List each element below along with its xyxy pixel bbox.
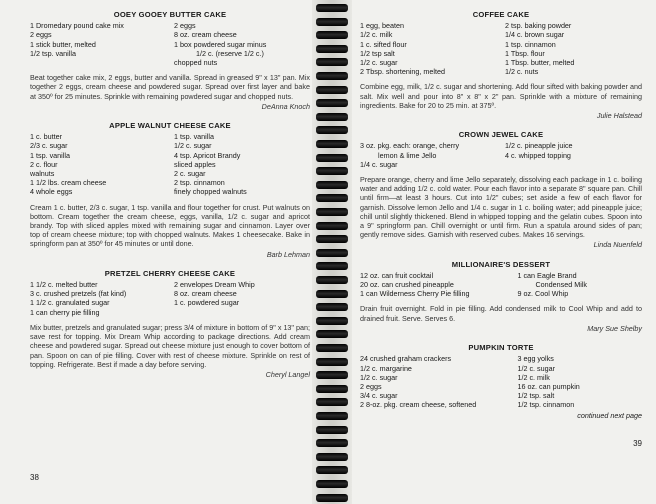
ingredient: 9 oz. Cool Whip [517,289,569,299]
spiral-coil [316,140,348,148]
recipe-title: OOEY GOOEY BUTTER CAKE [113,10,227,19]
ingredient: sliced apples [174,159,216,169]
spiral-coil [316,330,348,338]
ingredient-list [360,271,642,299]
ingredient-column-1 [30,132,166,196]
recipe-instructions: Prepare orange, cherry and lime Jello separately, dissolving each package in 1 c. boiling water and adding 1/2 c. cold water. Pour each flavor into a separate 8" square pan. Chill until firm—at least 3 hours. Cut into 1/2" cubes; set aside a few of each flavor for garnish. Dissolve lemon Jello and 1/4 c. sugar in 1 c. boiling water; add pineapple juice; chill until slightly thickened. Blend in whipped topping and the gelatin cubes. Spoon into a 9" springform pan. Chill overnight or until firm. Run a spatula around sides of pan; gently remove sides. Garnish with reserved cubes. Makes 16 servings. [360,175,642,240]
ingredient-column-2 [517,271,642,299]
ingredient-list [360,141,642,169]
ingredient: 8 oz. cream cheese [174,30,237,40]
ingredient: 1/2 c. pineapple juice [505,141,573,151]
ingredient: 2 Tbsp. shortening, melted [360,67,445,77]
ingredient: 4 c. whipped topping [505,150,571,160]
recipe-instructions: Combine egg, milk, 1/2 c. sugar and shortening. Add flour sifted with baking powder and salt. Mix well and pour into 8" x 8" x 2" pan. Sprinkle with a mixture of remaining ingredients. Bake for 20 to 25 min. at 375º. [360,82,642,110]
ingredient-column-1 [360,21,497,76]
ingredient: 16 oz. can pumpkin [517,381,580,391]
spiral-binding [312,0,352,504]
ingredient: 1/2 c. sugar [360,372,398,382]
recipe-author: Mary Sue Shelby [587,323,642,333]
ingredient-column-1 [360,141,497,169]
ingredient: lemon & lime Jello [378,150,437,160]
ingredient: 2 eggs [174,21,196,31]
recipe-pretzel-cherry-cheese-cake [30,269,310,379]
ingredient-column-2 [174,21,310,67]
ingredient-list [360,354,642,409]
ingredient: 3 egg yolks [517,354,554,364]
spiral-coil [316,4,348,12]
recipe-author: Linda Nuenfeld [593,240,642,250]
spiral-coil [316,290,348,298]
recipe-author: DeAnna Knoch [261,101,310,111]
ingredient: 1 1/2 lbs. cream cheese [30,178,107,188]
spiral-coil [316,385,348,393]
spiral-coil [316,208,348,216]
ingredient: 24 crushed graham crackers [360,354,452,364]
ingredient: 1 tsp. vanilla [174,132,214,142]
recipe-title: CROWN JEWEL CAKE [458,130,544,140]
ingredient: 1 egg, beaten [360,21,404,31]
ingredient: 1 c. butter [30,132,62,142]
ingredient: 2 eggs [30,30,52,40]
ingredient: 1 can Eagle Brand [517,270,577,280]
spiral-coil [316,398,348,406]
spiral-coil [316,317,348,325]
ingredient-column-2 [505,141,642,169]
ingredient: 1/2 c. milk [517,372,550,382]
ingredient-column-2 [517,354,642,409]
spiral-coil [316,126,348,134]
ingredient: walnuts [30,169,55,179]
ingredient: 1 tsp. vanilla [30,150,70,160]
spiral-coil [316,412,348,420]
ingredient-list [30,21,310,67]
spiral-coil [316,453,348,461]
ingredient: 1 can Wilderness Cherry Pie filling [360,289,470,299]
ingredient: 2 eggs [360,381,382,391]
ingredient: 2 envelopes Dream Whip [174,280,255,290]
recipe-instructions: Beat together cake mix, 2 eggs, butter and vanilla. Spread in greased 9" x 13" pan. Mix together 2 eggs, cream cheese and powdered sugar. Spread over first layer and bake at 350º for 25 minutes. Sprinkle with remaining powdered sugar and chopped nuts. [30,73,310,101]
recipe-crown-jewel-cake [360,130,642,249]
recipe-pumpkin-torte [360,343,642,420]
ingredient: 1 1/2 c. melted butter [30,280,98,290]
ingredient: 1 tsp. cinnamon [505,39,556,49]
spiral-coil [316,249,348,257]
ingredient: 12 oz. can fruit cocktail [360,270,434,280]
ingredient: 1 1/2 c. granulated sugar [30,298,110,308]
ingredient: 2 c. sugar [174,169,206,179]
ingredient: 2 tsp. cinnamon [174,178,225,188]
ingredient: 2 c. flour [30,159,58,169]
ingredient: 2/3 c. sugar [30,141,68,151]
spiral-coil [316,262,348,270]
ingredient: 2 8-oz. pkg. cream cheese, softened [360,400,477,410]
right-page [348,0,656,504]
ingredient: 1/2 tsp. cinnamon [517,400,575,410]
spiral-coil [316,86,348,94]
recipe-title: MILLIONAIRE'S DESSERT [451,259,551,269]
ingredient-column-1 [30,21,166,67]
spiral-coil [316,194,348,202]
spiral-coil [316,344,348,352]
spiral-coil [316,466,348,474]
recipe-instructions: Drain fruit overnight. Fold in pie filling. Add condensed milk to Cool Whip and add to drained fruit. Serve. Serves 6. [360,304,642,323]
spiral-coil [316,480,348,488]
ingredient: 3/4 c. sugar [360,391,398,401]
ingredient: finely chopped walnuts [174,187,247,197]
spiral-coil [316,235,348,243]
ingredient: 20 oz. can crushed pineapple [360,280,454,290]
spiral-coil [316,18,348,26]
recipe-title: PRETZEL CHERRY CHEESE CAKE [104,268,236,278]
ingredient: 2 tsp. baking powder [505,21,572,31]
continued-note: continued next page [577,410,642,420]
spiral-coil [316,494,348,502]
recipe-millionaires-dessert [360,260,642,333]
ingredient-list [30,132,310,196]
ingredient: 1 box powdered sugar minus [174,39,267,49]
ingredient-list [360,21,642,76]
ingredient: 1/2 tsp. salt [517,391,555,401]
ingredient: 1/2 c. (reserve 1/2 c.) [196,48,264,58]
ingredient: chopped nuts [174,58,218,68]
ingredient-list [30,280,310,317]
spiral-coil [316,358,348,366]
recipe-instructions: Mix butter, pretzels and granulated sugar; press 3/4 of mixture in bottom of 9" x 13" pan; save rest for topping. Mix Dream Whip according to package directions. Add cream cheese and powdered sugar. Spread out cheese mixture just enough to cover bottom of pan. Spoon on can of pie filling. Cover with rest of cheese mixture. Sprinkle on rest of topping. Refrigerate. Best if made a day before serving. [30,322,310,369]
spiral-coil [316,58,348,66]
spiral-coil [316,371,348,379]
ingredient: 1/2 c. sugar [517,363,556,373]
ingredient: 1 stick butter, melted [30,39,96,49]
recipe-title: APPLE WALNUT CHEESE CAKE [109,121,231,131]
recipe-author: Barb Lehman [266,249,310,259]
ingredient: 1 Tbsp. flour [505,48,545,58]
ingredient: 1/2 c. margarine [360,363,412,373]
spiral-coil [316,303,348,311]
ingredient: 1/4 c. brown sugar [505,30,565,40]
ingredient: 1/2 c. sugar [174,141,212,151]
spiral-coil [316,222,348,230]
recipe-coffee-cake [360,10,642,120]
left-page [0,0,318,504]
spiral-coil [316,45,348,53]
page-number: 38 [30,472,39,482]
ingredient: 1 can cherry pie filling [30,307,100,317]
recipe-author: Julie Halstead [596,111,642,121]
ingredient: 3 oz. pkg. each: orange, cherry [360,141,460,151]
ingredient: 1/2 c. nuts [505,67,539,77]
recipe-title: PUMPKIN TORTE [468,343,534,353]
ingredient-column-2 [505,21,642,76]
ingredient: 1 Tbsp. butter, melted [505,58,575,68]
ingredient: 3 c. crushed pretzels (fat kind) [30,289,127,299]
spiral-coil [316,99,348,107]
ingredient-column-1 [360,271,509,299]
ingredient: 1/2 c. milk [360,30,393,40]
spiral-coil [316,439,348,447]
spiral-coil [316,181,348,189]
ingredient: Condensed Milk [535,280,587,290]
spiral-coil [316,154,348,162]
ingredient: 1 c. sifted flour [360,39,407,49]
ingredient-column-2 [174,132,310,196]
ingredient: 4 tsp. Apricot Brandy [174,150,241,160]
spiral-coil [316,167,348,175]
page-number: 39 [633,438,642,448]
recipe-ooey-gooey-butter-cake [30,10,310,111]
ingredient: 1/2 tsp salt [360,48,395,58]
recipe-apple-walnut-cheese-cake [30,121,310,259]
ingredient-column-1 [360,354,509,409]
spiral-coil [316,31,348,39]
ingredient-column-1 [30,280,166,317]
ingredient: 4 whole eggs [30,187,73,197]
ingredient: 1 c. powdered sugar [174,298,240,308]
spiral-coil [316,113,348,121]
recipe-author: Cheryl Langel [265,369,310,379]
ingredient-column-2 [174,280,310,317]
spiral-coil [316,72,348,80]
recipe-instructions: Cream 1 c. butter, 2/3 c. sugar, 1 tsp. vanilla and flour together for crust. Put walnuts on bottom. Cream together the cream cheese, eggs, vanilla, 1/2 c. sugar and apricot brandy. Top with sliced apples mixed with remaining sugar and cinnamon. Layer over top of cream cheese mixture; top with chopped walnuts. Makes 1 cheesecake. Bake in springform pan at 350º for 45 minutes or until done. [30,202,310,249]
spiral-coil [316,426,348,434]
ingredient: 1 Dromedary pound cake mix [30,21,124,31]
ingredient: 1/4 c. sugar [360,159,398,169]
ingredient: 8 oz. cream cheese [174,289,237,299]
ingredient: 1/2 c. sugar [360,58,398,68]
spiral-coil [316,276,348,284]
ingredient: 1/2 tsp. vanilla [30,48,76,58]
recipe-title: COFFEE CAKE [472,10,530,19]
